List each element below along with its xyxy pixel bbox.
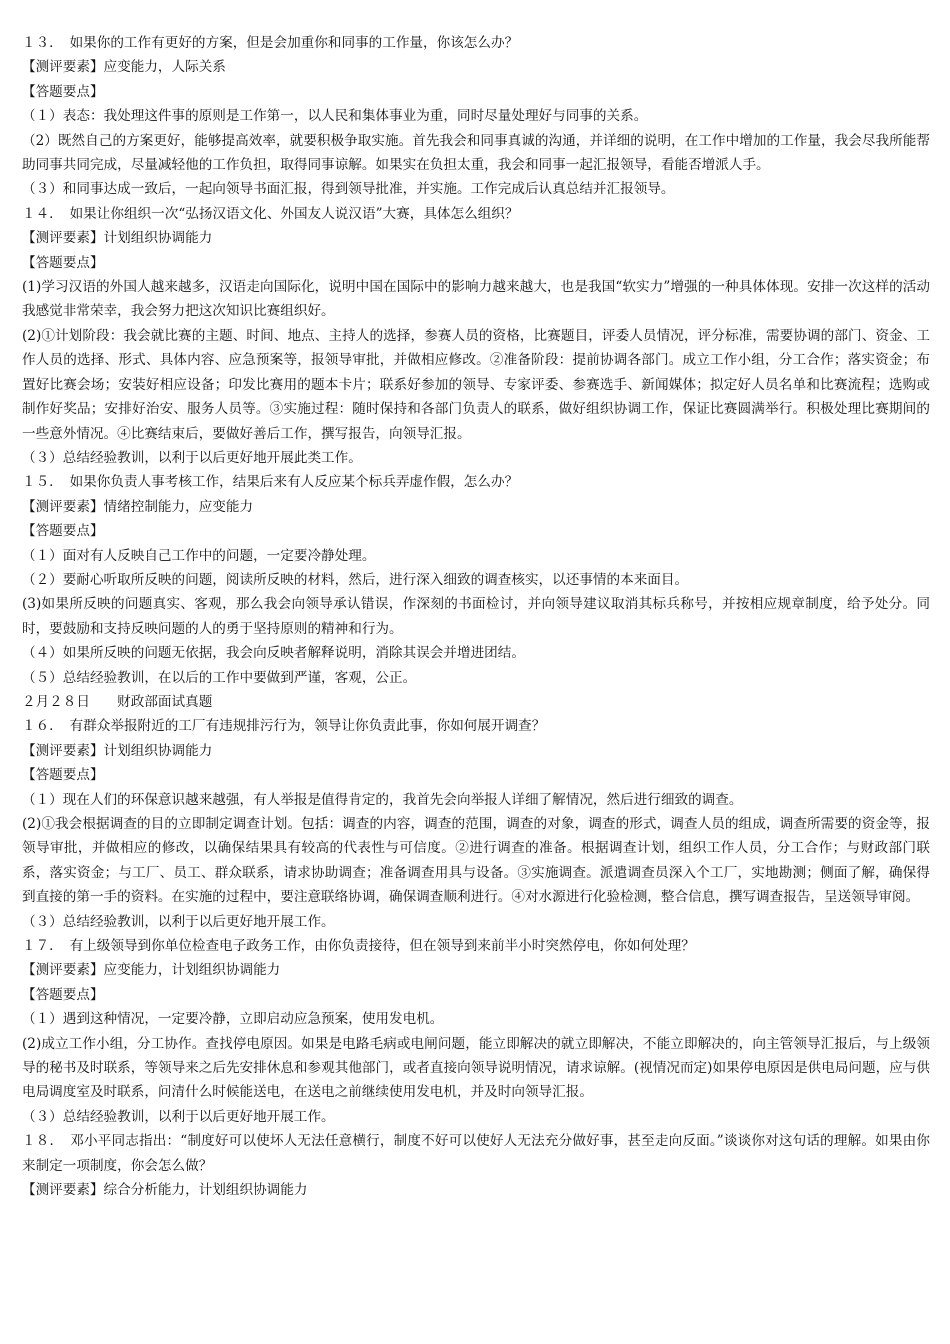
answer-15-point-4: （４）如果所反映的问题无依据，我会向反映者解释说明，消除其误会并增进团结。 bbox=[22, 645, 525, 662]
question-16: １６． 有群众举报附近的工厂有违规排污行为，领导让你负责此事，你如何展开调查？ bbox=[22, 718, 546, 735]
answer-14-point-2: (2)①计划阶段：我会就比赛的主题、时间、地点、主持人的选择，参赛人员的资格，比赛题目，评委人员情况，评分标准，需要协调的部门、资金、工作人员的选择、形式、具体内容、应急预案等，报领导审批，并做相应修改。②准备阶段：提前协调各部门。成立工作小组，分工合作；落实资金；布置好比赛会场；安装好相应设备；印发比赛用的题本卡片；联系好参加的领导、专家评委、参赛选手、新闻媒体；拟定好人员名单和比赛流程；选购或制作好奖品；安排好治安、服务人员等。③实施过程：随时保持和各部门负责人的联系，做好组织协调工作，保证比赛圆满举行。积极处理比赛期间的一些意外情况。④比赛结束后，要做好善后工作，撰写报告，向领导汇报。 bbox=[22, 327, 930, 442]
answer-13-point-1: （１）表态：我处理这件事的原则是工作第一，以人民和集体事业为重，同时尽量处理好与同事的关系。 bbox=[22, 108, 648, 125]
answer-15-point-2: （２）要耐心听取所反映的问题，阅读所反映的材料，然后，进行深入细致的调查核实，以还事情的本来面目。 bbox=[22, 571, 689, 588]
answer-heading-17: 【答题要点】 bbox=[22, 986, 104, 1003]
answer-13-point-3: （３）和同事达成一致后，一起向领导书面汇报，得到领导批准，并实施。工作完成后认真总结并汇报领导。 bbox=[22, 181, 675, 198]
question-18: １８． 邓小平同志指出：“制度好可以使坏人无法任意横行，制度不好可以使好人无法充分做好事，甚至走向反面。”谈谈你对这句话的理解。如果由你来制定一项制度，你会怎么做？ bbox=[22, 1133, 930, 1174]
question-14: １４． 如果让你组织一次“弘扬汉语文化、外国友人说汉语”大赛，具体怎么组织？ bbox=[22, 205, 519, 222]
answer-heading-15: 【答题要点】 bbox=[22, 523, 104, 540]
eval-factors-16: 【测评要素】计划组织协调能力 bbox=[22, 742, 213, 759]
eval-factors-17: 【测评要素】应变能力，计划组织协调能力 bbox=[22, 962, 281, 979]
answer-17-point-2: (2)成立工作小组，分工协作。查找停电原因。如果是电路毛病或电闸问题，能立即解决的就立即解决，不能立即解决的，向主管领导汇报后，与上级领导的秘书及时联系，等领导来之后先安排休息和参观其他部门，或者直接向领导说明情况，请求谅解。(视情况而定)如果停电原因是供电局问题，应与供电局调度室及时联系，问清什么时候能送电，在送电之前继续使用发电机，并及时向领导汇报。 bbox=[22, 1035, 930, 1101]
answer-16-point-3: （３）总结经验教训，以利于以后更好地开展工作。 bbox=[22, 913, 335, 930]
eval-factors-18: 【测评要素】综合分析能力，计划组织协调能力 bbox=[22, 1182, 308, 1199]
answer-17-point-3: （３）总结经验教训，以利于以后更好地开展工作。 bbox=[22, 1108, 335, 1125]
question-13: １３． 如果你的工作有更好的方案，但是会加重你和同事的工作量，你该怎么办？ bbox=[22, 35, 519, 51]
eval-factors-13: 【测评要素】应变能力，人际关系 bbox=[22, 59, 226, 76]
answer-14-point-3: （３）总结经验教训，以利于以后更好地开展此类工作。 bbox=[22, 449, 362, 466]
answer-15-point-3: (3)如果所反映的问题真实、客观，那么我会向领导承认错误，作深刻的书面检讨，并向领导建议取消其标兵称号，并按相应规章制度，给予处分。同时，要鼓励和支持反映问题的人的勇于坚持原则的精神和行为。 bbox=[22, 596, 930, 637]
answer-16-point-1: （１）现在人们的环保意识越来越强，有人举报是值得肯定的，我首先会向举报人详细了解情况，然后进行细致的调查。 bbox=[22, 791, 743, 808]
answer-17-point-1: （１）遇到这种情况，一定要冷静，立即启动应急预案，使用发电机。 bbox=[22, 1011, 444, 1028]
section-date-heading: ２月２８日 财政部面试真题 bbox=[22, 693, 213, 710]
question-17: １７． 有上级领导到你单位检查电子政务工作，由你负责接待，但在领导到来前半小时突然停电，你如何处理？ bbox=[22, 938, 695, 955]
answer-13-point-2: （2）既然自己的方案更好，能够提高效率，就要积极争取实施。首先我会和同事真诚的沟通，并详细的说明，在工作中增加的工作量，我会尽我所能帮助同事共同完成，尽量减轻他的工作负担，取得同事谅解。如果实在负担太重，我会和同事一起汇报领导，看能否增派人手。 bbox=[22, 132, 930, 174]
document-body bbox=[22, 31, 930, 1203]
answer-15-point-5: （５）总结经验教训，在以后的工作中要做到严谨，客观，公正。 bbox=[22, 669, 417, 686]
answer-15-point-1: （１）面对有人反映自己工作中的问题，一定要冷静处理。 bbox=[22, 547, 376, 564]
question-15: １５． 如果你负责人事考核工作，结果后来有人反应某个标兵弄虚作假，怎么办？ bbox=[22, 474, 519, 491]
answer-16-point-2: (2)①我会根据调查的目的立即制定调查计划。包括：调查的内容，调查的范围，调查的对象，调查的形式，调查人员的组成，调查所需要的资金等，报领导审批，并做相应的修改，以确保结果具有较高的代表性与可信度。②进行调查的准备。根据调查计划，组织工作人员，分工合作；与财政部门联系，落实资金；与工厂、员工、群众联系，请求协助调查；准备调查用具与设备。③实施调查。派遣调查员深入个工厂，实地勘测；侧面了解，确保得到直接的第一手的资料。在实施的过程中，要注意联络协调，确保调查顺利进行。④对水源进行化验检测，整合信息，撰写调查报告，呈送领导审阅。 bbox=[22, 816, 930, 906]
eval-factors-15: 【测评要素】情绪控制能力，应变能力 bbox=[22, 498, 254, 515]
answer-14-point-1: (1)学习汉语的外国人越来越多，汉语走向国际化，说明中国在国际中的影响力越来越大，也是我国“软实力”增强的一种具体体现。安排一次这样的活动我感觉非常荣幸，我会努力把这次知识比赛组织好。 bbox=[22, 279, 930, 320]
answer-heading-14: 【答题要点】 bbox=[22, 254, 104, 271]
answer-heading-13: 【答题要点】 bbox=[22, 83, 104, 100]
answer-heading-16: 【答题要点】 bbox=[22, 767, 104, 784]
eval-factors-14: 【测评要素】计划组织协调能力 bbox=[22, 230, 213, 247]
